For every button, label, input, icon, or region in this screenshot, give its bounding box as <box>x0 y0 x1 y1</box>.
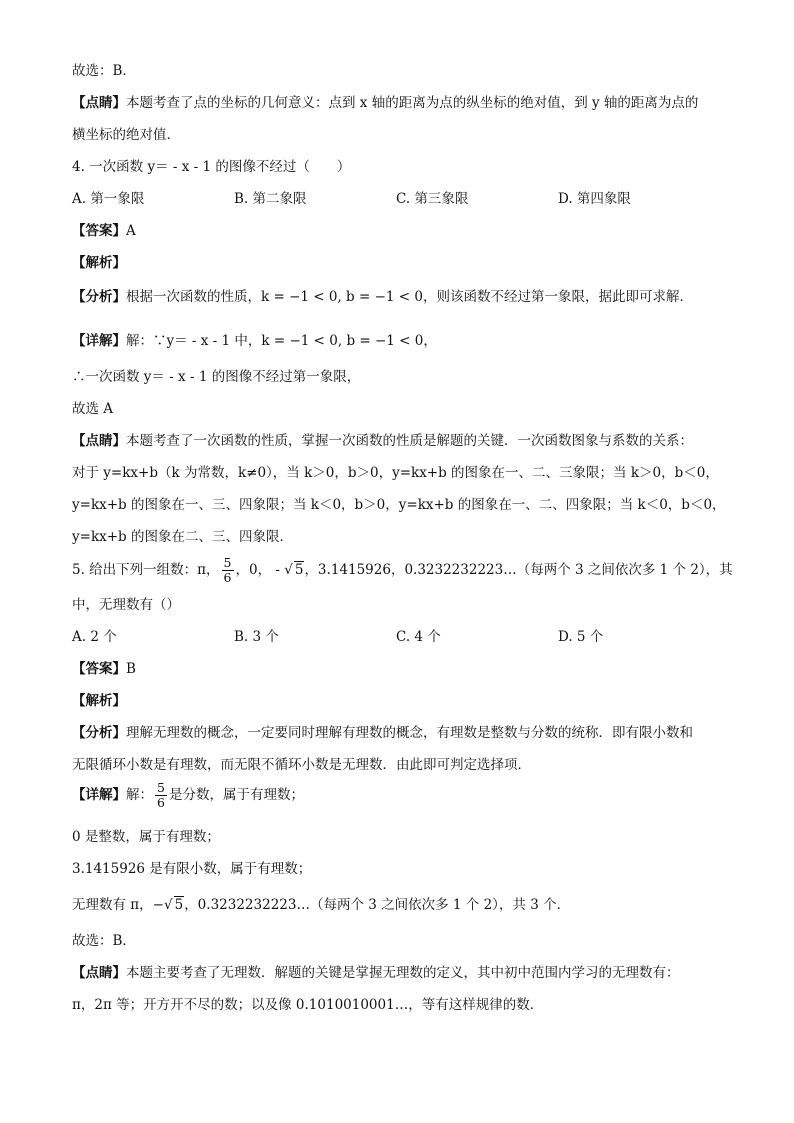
q5-option-c: C. 4 个 <box>396 629 441 645</box>
q5-detail-2: 0 是整数，属于有理数； <box>72 829 220 845</box>
sqrt-5: 5 <box>294 562 304 578</box>
remark-line-2: 横坐标的绝对值． <box>72 127 180 143</box>
detail-4-pre: 无理数有 π，− <box>72 897 164 913</box>
q4-remark-3: y=kx+b 的图象在一、三、四象限；当 k＜0，b＞0，y=kx+b 的图象在一、二、四象限；当 k＜0，b＜0， <box>72 497 726 513</box>
detail-post: 是分数，属于有理数； <box>168 787 304 803</box>
q5-text-mid: ，0， - <box>235 562 285 578</box>
q5-remark-2: π，2π 等；开方开不尽的数；以及像 0.1010010001…，等有这样规律的数． <box>72 997 544 1013</box>
fraction-numerator: 5 <box>157 780 165 795</box>
answer-choice-line: 故选：B． <box>72 63 136 79</box>
analysis-text: 根据一次函数的性质，k = −1 < 0, b = −1 < 0，则该函数不经过第一象限，据此即可求解． <box>126 289 693 305</box>
q4-analysis-header: 【解析】 <box>72 255 126 271</box>
remark-tag-5: 【点睛】 <box>72 965 126 981</box>
answer-value: A <box>126 223 136 239</box>
detail-tag-5: 【详解】 <box>72 787 126 803</box>
q5-text-pre: 5. 给出下列一组数：π， <box>72 562 220 578</box>
q4-option-c: C. 第三象限 <box>396 191 469 207</box>
detail-4-post: ，0.3232232223…（每两个 3 之间依次多 1 个 2），共 3 个． <box>184 897 571 913</box>
question-5-stem-2: 中，无理数有（） <box>72 597 180 613</box>
q5-detail-3: 3.1415926 是有限小数，属于有理数； <box>72 861 312 877</box>
analysis-text-5: 理解无理数的概念，一定要同时理解有理数的概念，有理数是整数与分数的统称．即有限小数和 <box>126 725 693 741</box>
remark-text-4: 本题考查了一次函数的性质，掌握一次函数的性质是解题的关键．一次函数图象与系数的关系： <box>126 433 693 449</box>
question-4-stem: 4. 一次函数 y＝ - x - 1 的图像不经过（ ） <box>72 159 351 175</box>
q4-option-a: A. 第一象限 <box>72 191 145 207</box>
q4-choice: 故选 A <box>72 401 114 417</box>
remark-text-5: 本题主要考查了无理数．解题的关键是掌握无理数的定义，其中初中范围内学习的无理数有： <box>126 965 680 981</box>
analysis-tag-5: 【分析】 <box>72 725 126 741</box>
q5-answer <box>72 660 136 678</box>
q5-analysis-header: 【解析】 <box>72 693 126 709</box>
fraction-denominator: 6 <box>157 795 165 810</box>
answer-value-5: B <box>126 661 136 677</box>
sqrt-5-detail: 5 <box>174 897 184 913</box>
fraction-5-6 <box>222 556 234 585</box>
q4-detail <box>72 332 437 350</box>
q4-detail-2: ∴一次函数 y＝ - x - 1 的图像不经过第一象限， <box>72 369 361 385</box>
q4-remark-2: 对于 y=kx+b（k 为常数，k≠0），当 k＞0，b＞0，y=kx+b 的图象在一、二、三象限；当 k＞0，b＜0， <box>72 465 719 481</box>
q4-remark-4: y=kx+b 的图象在二、三、四象限． <box>72 529 293 545</box>
q5-remark <box>72 964 680 982</box>
q5-choice: 故选：B． <box>72 933 136 949</box>
q5-detail-4: 无理数有 π，−√ 5，0.3232232223…（每两个 3 之间依次多 1 个 2），共 3 个． <box>72 897 571 913</box>
detail-tag: 【详解】 <box>72 333 126 349</box>
answer-tag: 【答案】 <box>72 223 126 239</box>
answer-tag-5: 【答案】 <box>72 661 126 677</box>
remark-text: 本题考查了点的坐标的几何意义：点到 x 轴的距离为点的纵坐标的绝对值，到 y 轴的距离为点的 <box>126 95 699 111</box>
q5-analysis-2: 无限循环小数是有理数，而无限不循环小数是无理数．由此即可判定选择项． <box>72 757 531 773</box>
q5-option-b: B. 3 个 <box>234 629 279 645</box>
q4-remark <box>72 432 693 450</box>
analysis-tag: 【分析】 <box>72 289 126 305</box>
q4-option-d: D. 第四象限 <box>558 191 631 207</box>
question-5-stem: 5. 给出下列一组数：π， $\frac{5}{6}$ ，0， - √ 5，3.1415926，0.3232232223…（每两个 3 之间依次多 1 个 2），其 <box>72 555 733 585</box>
q5-option-a: A. 2 个 <box>72 629 117 645</box>
q5-analysis <box>72 724 693 742</box>
remark-tag-4: 【点睛】 <box>72 433 126 449</box>
q5-option-d: D. 5 个 <box>558 629 604 645</box>
fraction-5-6-detail <box>155 781 167 810</box>
detail-text: 解：∵y＝ - x - 1 中，k = −1 < 0, b = −1 < 0， <box>126 333 437 349</box>
q4-option-b: B. 第二象限 <box>234 191 307 207</box>
remark-tag: 【点睛】 <box>72 95 126 111</box>
fraction-denominator: 6 <box>223 570 232 585</box>
q4-analysis <box>72 288 693 306</box>
q5-detail <box>72 780 304 810</box>
q5-text-post: ，3.1415926，0.3232232223…（每两个 3 之间依次多 1 个 2），其 <box>304 562 733 578</box>
q4-answer <box>72 222 136 240</box>
detail-pre: 解： <box>126 787 153 803</box>
remark-line <box>72 94 698 112</box>
fraction-numerator: 5 <box>223 555 232 570</box>
